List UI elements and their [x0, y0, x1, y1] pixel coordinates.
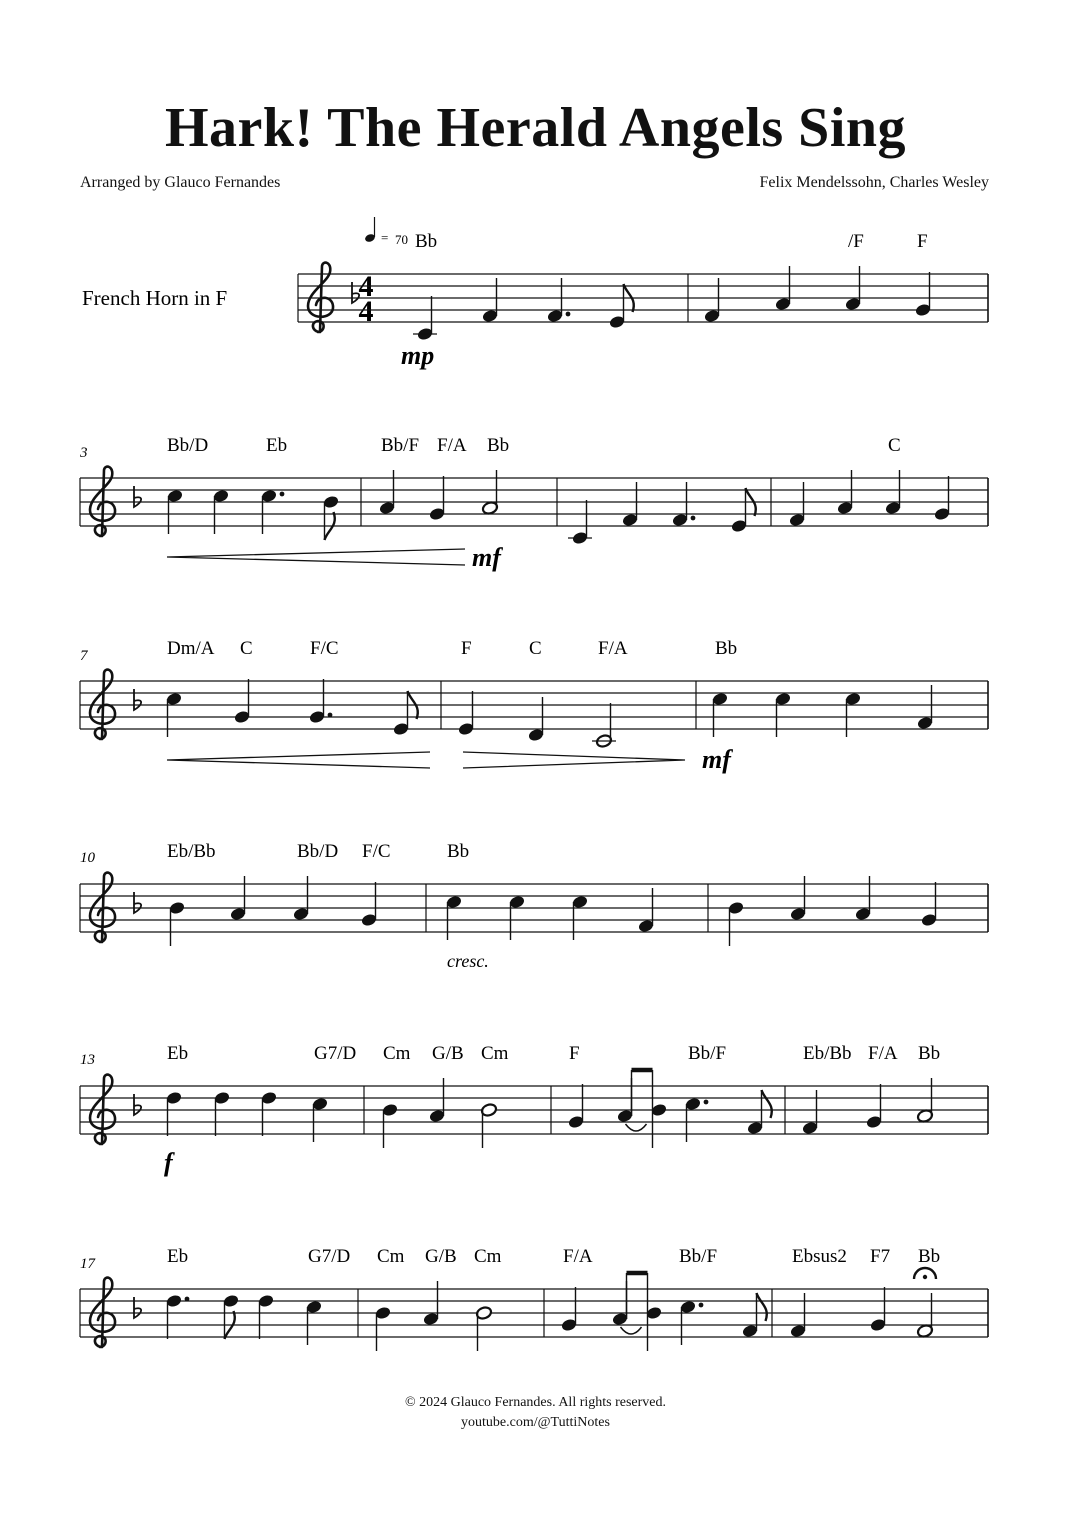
note: [292, 876, 309, 921]
flag: [757, 1293, 767, 1321]
tempo-bpm: 70: [395, 232, 408, 247]
flat-key-signature: [134, 689, 141, 710]
note: [571, 895, 588, 940]
note: [916, 1078, 933, 1123]
note: [621, 482, 638, 527]
measure-number: 13: [80, 1052, 95, 1068]
note: [508, 895, 525, 940]
note: [865, 1084, 882, 1129]
note: [257, 1294, 274, 1339]
chord-symbol: Bb: [918, 1246, 941, 1267]
note: [413, 296, 437, 341]
note: [481, 278, 498, 323]
note: [727, 901, 744, 946]
chord-symbol: F7: [870, 1246, 891, 1267]
note: [457, 691, 474, 736]
measure-number: 3: [80, 445, 88, 461]
dot: [704, 1100, 709, 1105]
chord-symbol: G7/D: [308, 1246, 351, 1267]
staff-system: [80, 873, 988, 942]
note: [592, 703, 616, 748]
note: [884, 470, 901, 515]
composer-credit: Felix Mendelssohn, Charles Wesley: [759, 174, 989, 191]
dot: [328, 713, 333, 718]
slur: [621, 1327, 642, 1334]
note: [481, 470, 498, 515]
note: [212, 489, 229, 534]
tempo-marking: [364, 217, 408, 247]
chord-symbol: Eb/Bb: [803, 1043, 852, 1064]
note: [684, 1097, 708, 1142]
note: [637, 888, 654, 933]
note: [475, 1306, 492, 1351]
note: [914, 272, 931, 317]
chord-symbol: F/C: [362, 841, 391, 862]
flag: [762, 1090, 772, 1118]
dot: [691, 516, 696, 521]
chord-symbol: G7/D: [314, 1043, 357, 1064]
copyright-text: © 2024 Glauco Fernandes. All rights reserved.: [404, 1395, 667, 1410]
chord-symbol: F: [461, 638, 472, 659]
chord-symbols: [167, 231, 940, 1267]
note: [746, 1090, 771, 1135]
note: [788, 482, 805, 527]
note: [560, 1287, 577, 1332]
instrument-name: French Horn in F: [82, 286, 228, 310]
note: [260, 489, 284, 534]
chord-symbol: C: [888, 435, 901, 456]
note: [166, 489, 183, 534]
measure-number: 10: [80, 850, 95, 866]
note: [679, 1300, 703, 1345]
note: [920, 882, 937, 927]
chord-symbol: Bb/F: [688, 1043, 727, 1064]
note: [165, 1294, 189, 1339]
chord-symbol: F: [917, 231, 928, 252]
time-signature-top: 4: [358, 270, 374, 303]
note: [933, 476, 950, 521]
chord-symbol: Bb/F: [381, 435, 420, 456]
flat-key-signature: [134, 486, 141, 507]
note: [305, 1300, 322, 1345]
flat-key-signature: [134, 892, 141, 913]
chord-symbol: Bb: [415, 231, 438, 252]
staff-system: [298, 263, 988, 332]
note: [567, 1084, 584, 1129]
note: [165, 1091, 182, 1136]
note: [374, 1306, 391, 1351]
measure-number: 17: [80, 1256, 95, 1272]
note: [381, 1103, 398, 1148]
note: [428, 476, 445, 521]
note: [445, 895, 462, 940]
chord-symbol: Ebsus2: [792, 1246, 847, 1267]
note: [322, 495, 339, 540]
chord-symbol: Cm: [481, 1043, 509, 1064]
note: [869, 1287, 886, 1332]
arranger-credit: Arranged by Glauco Fernandes: [80, 174, 281, 191]
footer-url: youtube.com/@TuttiNotes: [461, 1415, 610, 1430]
note: [844, 692, 861, 737]
dynamic-marking: mf: [702, 745, 731, 774]
chord-symbol: Bb/F: [679, 1246, 718, 1267]
dot: [566, 312, 571, 317]
note: [233, 679, 250, 724]
chord-symbol: Dm/A: [167, 638, 215, 659]
note: [671, 482, 695, 527]
chord-symbol: Bb: [447, 841, 470, 862]
chord-symbol: Bb: [918, 1043, 941, 1064]
chord-symbol: Bb: [487, 435, 510, 456]
dynamic-marking: f: [164, 1148, 173, 1177]
chord-symbol: G/B: [425, 1246, 457, 1267]
measure-numbers: [79, 445, 97, 1272]
chord-symbol: Bb/D: [297, 841, 339, 862]
chord-symbol: Eb: [167, 1246, 189, 1267]
chord-symbol: F/C: [310, 638, 339, 659]
slur: [626, 1124, 647, 1131]
dot: [280, 492, 285, 497]
chord-symbol: F/A: [437, 435, 467, 456]
chord-symbol: Bb/D: [167, 435, 209, 456]
note: [168, 901, 185, 946]
chord-symbol: /F: [848, 231, 864, 252]
chord-symbol: G/B: [432, 1043, 464, 1064]
chord-symbol: F/A: [868, 1043, 898, 1064]
chord-symbol: F/A: [598, 638, 628, 659]
note: [854, 876, 871, 921]
note: [916, 1293, 933, 1338]
note: [836, 470, 853, 515]
chord-symbol: F: [569, 1043, 580, 1064]
note: [222, 1294, 239, 1339]
chord-symbol: Cm: [377, 1246, 405, 1267]
note: [774, 266, 791, 311]
expression-text: cresc.: [447, 951, 489, 971]
note: [422, 1281, 439, 1326]
note: [213, 1091, 230, 1136]
note: [789, 1293, 806, 1338]
chord-symbol: C: [529, 638, 542, 659]
note: [916, 685, 933, 730]
chord-symbol: Bb: [715, 638, 738, 659]
time-signature-bottom: 4: [358, 295, 374, 328]
chord-symbol: Cm: [474, 1246, 502, 1267]
note: [378, 470, 395, 515]
note: [311, 1097, 328, 1142]
dot: [699, 1303, 704, 1308]
note: [360, 882, 377, 927]
dynamic-marking: mp: [401, 341, 435, 370]
flat-key-signature: [134, 1297, 141, 1318]
dynamic-marking: mf: [472, 543, 501, 572]
flat-key-signature: [134, 1094, 141, 1115]
note: [568, 500, 592, 545]
measure-number: 7: [80, 648, 88, 664]
note: [527, 697, 544, 742]
note: [428, 1078, 445, 1123]
note: [801, 1090, 818, 1135]
note: [546, 278, 570, 323]
chord-symbol: Eb: [167, 1043, 189, 1064]
chord-symbol: C: [240, 638, 253, 659]
note: [789, 876, 806, 921]
note: [844, 266, 861, 311]
time-signature: [359, 270, 374, 328]
note: [774, 692, 791, 737]
note: [741, 1293, 766, 1338]
note: [260, 1091, 277, 1136]
chord-symbol: Cm: [383, 1043, 411, 1064]
note: [165, 692, 182, 737]
svg-text:=: =: [381, 230, 389, 245]
fermata-dot: [923, 1275, 927, 1279]
chord-symbol: Eb: [266, 435, 288, 456]
staff-system: [80, 1278, 988, 1347]
note: [480, 1103, 497, 1148]
note: [703, 278, 720, 323]
score-title: Hark! The Herald Angels Sing: [164, 97, 907, 159]
note: [229, 876, 246, 921]
chord-symbol: Eb/Bb: [167, 841, 216, 862]
note: [711, 692, 728, 737]
chord-symbol: F/A: [563, 1246, 593, 1267]
dot: [185, 1297, 190, 1302]
